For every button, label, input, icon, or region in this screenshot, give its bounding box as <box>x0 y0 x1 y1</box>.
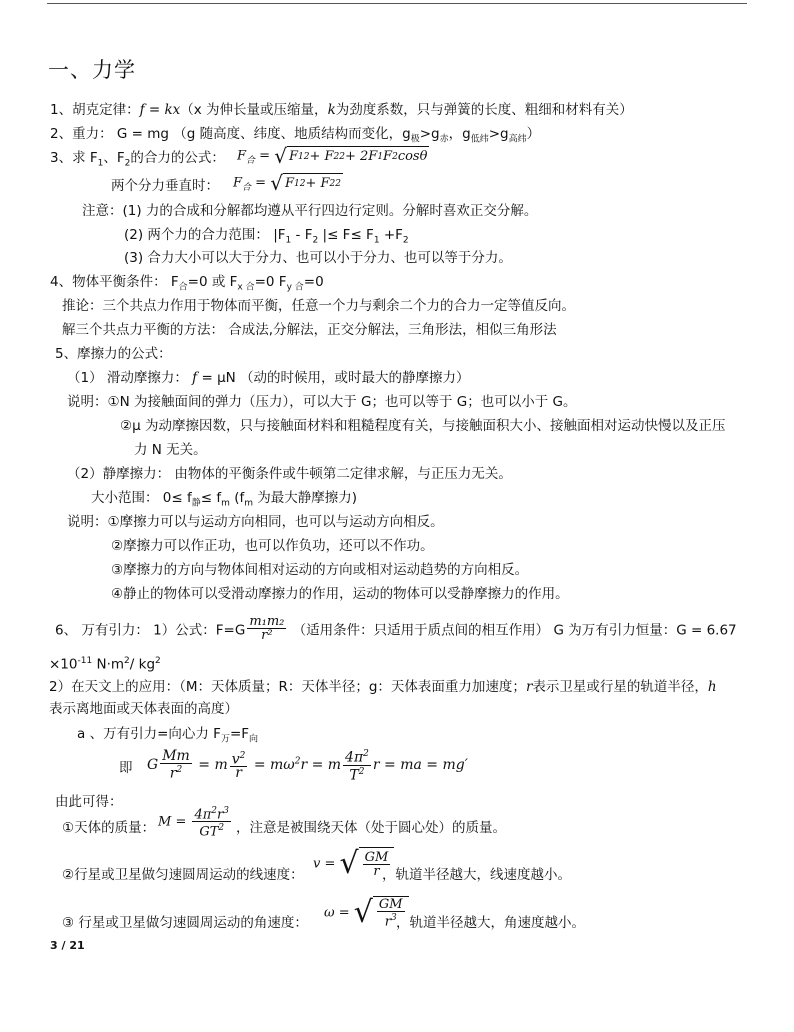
angular-velocity-note: ，轨道半径越大，角速度越小。 <box>396 915 585 931</box>
text: 6、 万有引力： 1）公式：F=G <box>55 622 246 639</box>
text: 为劲度系数，只与弹簧的长度、粗细和材料有关） <box>335 102 633 118</box>
variable-f: f <box>192 370 198 386</box>
explain-line-2-cont: 力 N 无关。 <box>134 442 207 458</box>
conclusion-heading: 由此可得： <box>55 794 123 810</box>
linear-velocity-formula: v = √ $\frac{GM}{r}$ <box>313 847 394 881</box>
mass-formula: M = $\frac{4\pi^2r^3}{GT^2}$ <box>158 806 229 840</box>
denominator: r² <box>261 628 273 643</box>
subscript: 向 <box>249 734 259 745</box>
gravitation-equality-formula: G $\frac{Mm}{r^2}$ = m $\frac{v^2}{r}$ = $m\omega^2r = m$ $\frac{4\pi^2}{T^2}$ r = ma = mg′ <box>147 747 468 784</box>
subscript: 2 <box>312 235 319 246</box>
text: =0 <box>303 274 324 290</box>
static-explain-1: 说明：①摩擦力可以与运动方向相同，也可以与运动方向相反。 <box>67 514 444 530</box>
text: |≤ F≤ F <box>318 227 374 243</box>
variable-h: h <box>707 679 717 695</box>
text: 、F <box>103 150 125 166</box>
subscript: 极 <box>410 134 420 145</box>
text: +F <box>379 227 403 243</box>
text: 2、重力： G = mg （g 随高度、纬度、地质结构而变化，g <box>50 126 411 142</box>
variable-k: k <box>327 102 336 118</box>
linear-velocity-note: ，轨道半径越大，线速度越小。 <box>382 867 571 883</box>
subscript: 赤 <box>439 134 449 145</box>
text: 3、求 F <box>50 150 98 166</box>
note-line-1: 注意：(1) 力的合成和分解都均遵从平行四边行定则。分解时喜欢正交分解。 <box>82 203 538 219</box>
resultant-force-formula: $F_合$ = √ F 1 2 + F 2 2 + 2F 1 F 2 cosθ <box>237 144 428 168</box>
corollary-line: 推论：三个共点力作用于物体而平衡，任意一个力与剩余二个力的合力一定等值反向。 <box>62 298 575 314</box>
static-explain-3: ③摩擦力的方向与物体间相对运动的方向或相对运动趋势的方向相反。 <box>111 562 529 578</box>
subscript: 万 <box>220 734 230 745</box>
superscript: 2 <box>124 656 130 666</box>
subscript: 2 <box>402 235 409 246</box>
application-line <box>49 677 717 697</box>
mass-line-label: ①天体的质量： <box>62 820 156 836</box>
text: =F <box>229 726 250 742</box>
numerator: m₁m₂ <box>249 614 285 629</box>
page-number: 3 / 21 <box>50 939 85 952</box>
ji-label: 即 <box>119 760 133 776</box>
subscript: 1 <box>97 158 104 169</box>
note-line-3: (3) 合力大小可以大于分力、也可以小于分力、也可以等于分力。 <box>124 250 512 266</box>
subscript: 高纬 <box>508 134 527 145</box>
application-line-cont: 表示离地面或天体表面的高度） <box>49 701 238 717</box>
text: =0 F <box>254 274 287 290</box>
superscript: 2 <box>155 656 161 666</box>
text: >g <box>488 126 509 142</box>
text: 2）在天文上的应用：（M：天体质量；R：天体半径；g：天体表面重力加速度； <box>49 679 526 695</box>
text: >g <box>419 126 440 142</box>
text: ，g <box>448 126 471 142</box>
sliding-friction-line <box>67 368 470 388</box>
methods-line: 解三个共点力平衡的方法： 合成法,分解法，正交分解法，三角形法，相似三角形法 <box>62 322 557 338</box>
subscript: 静 <box>191 498 201 509</box>
text: （1） 滑动摩擦力： <box>67 370 193 386</box>
superscript: -11 <box>77 656 93 666</box>
subscript: 2 <box>124 158 131 169</box>
text: （x 为伸长量或压缩量， <box>180 102 328 118</box>
hooke-law-line <box>50 100 633 120</box>
text: 大小范围： 0≤ f <box>91 490 192 506</box>
text: =0 或 F <box>187 274 238 290</box>
static-friction-line: （2）静摩擦力： 由物体的平衡条件或牛顿第二定律求解，与正压力无关。 <box>67 466 512 482</box>
equilibrium-line <box>50 272 324 298</box>
gravitation-constant-line <box>49 651 161 675</box>
formula-text: f = kx <box>139 102 181 118</box>
text: (2) 两个力的合力范围： |F <box>124 227 286 243</box>
section-heading: 一、力学 <box>48 58 136 82</box>
subscript: m <box>221 498 230 509</box>
text: 的合力的公式： <box>130 150 225 166</box>
angular-velocity-label: ③ 行星或卫星做匀速圆周运动的角速度： <box>62 915 308 931</box>
subscript: 低纬 <box>470 134 489 145</box>
friction-heading: 5、摩擦力的公式： <box>55 346 172 362</box>
gravitation-line <box>55 614 737 644</box>
header-rule <box>47 3 747 4</box>
resultant-force-line <box>50 148 225 174</box>
note-line-2 <box>124 225 409 251</box>
angular-velocity-formula: ω = √ $\frac{GM}{r^3}$ <box>324 896 409 930</box>
perpendicular-formula: $F_合$ = √ F 1 2 + F 2 2 <box>233 171 341 195</box>
subscript: 1 <box>373 235 380 246</box>
text: a 、万有引力=向心力 F <box>77 726 221 742</box>
text: 4、物体平衡条件： F <box>50 274 179 290</box>
subscript: x 合 <box>237 282 255 293</box>
linear-velocity-label: ②行星或卫星做匀速圆周运动的线速度： <box>62 867 304 883</box>
subscript: m <box>244 498 253 509</box>
text: / kg <box>129 656 156 673</box>
subscript: 1 <box>285 235 292 246</box>
text: ≤ f <box>200 490 222 506</box>
subscript: 合 <box>178 282 188 293</box>
mass-line-note: ，注意是被围绕天体（处于圆心处）的质量。 <box>236 820 506 836</box>
text: N·m <box>92 656 125 673</box>
centripetal-line <box>77 724 258 750</box>
static-explain-4: ④静止的物体可以受滑动摩擦力的作用，运动的物体可以受静摩擦力的作用。 <box>111 586 569 602</box>
gravitation-fraction <box>247 615 286 642</box>
range-line <box>91 488 357 514</box>
text: 1、胡克定律： <box>50 102 140 118</box>
explain-line-2: ②μ 为动摩擦因数，只与接触面材料和粗糙程度有关，与接触面积大小、接触面相对运动快慢以及正压 <box>120 418 726 434</box>
text: （适用条件：只适用于质点间的相互作用） G 为万有引力恒量：G = 6.67 <box>288 622 737 639</box>
text: 两个分力垂直时： <box>111 178 219 194</box>
text: - F <box>291 227 313 243</box>
text: = μN （动的时候用，或时最大的静摩擦力） <box>197 370 470 386</box>
text: (f <box>229 490 245 506</box>
text: 为最大静摩擦力) <box>253 490 358 506</box>
perpendicular-line <box>111 176 219 196</box>
explain-line-1: 说明：①N 为接触面间的弹力（压力），可以大于 G；也可以等于 G；也可以小于 G。 <box>67 394 577 410</box>
variable-r: r <box>525 679 533 695</box>
subscript: y 合 <box>286 282 304 293</box>
text: ） <box>526 126 541 142</box>
text: ×10 <box>49 656 78 673</box>
static-explain-2: ②摩擦力可以作正功，也可以作负功，还可以不作功。 <box>111 538 434 554</box>
text: 表示卫星或行星的轨道半径， <box>532 679 708 695</box>
